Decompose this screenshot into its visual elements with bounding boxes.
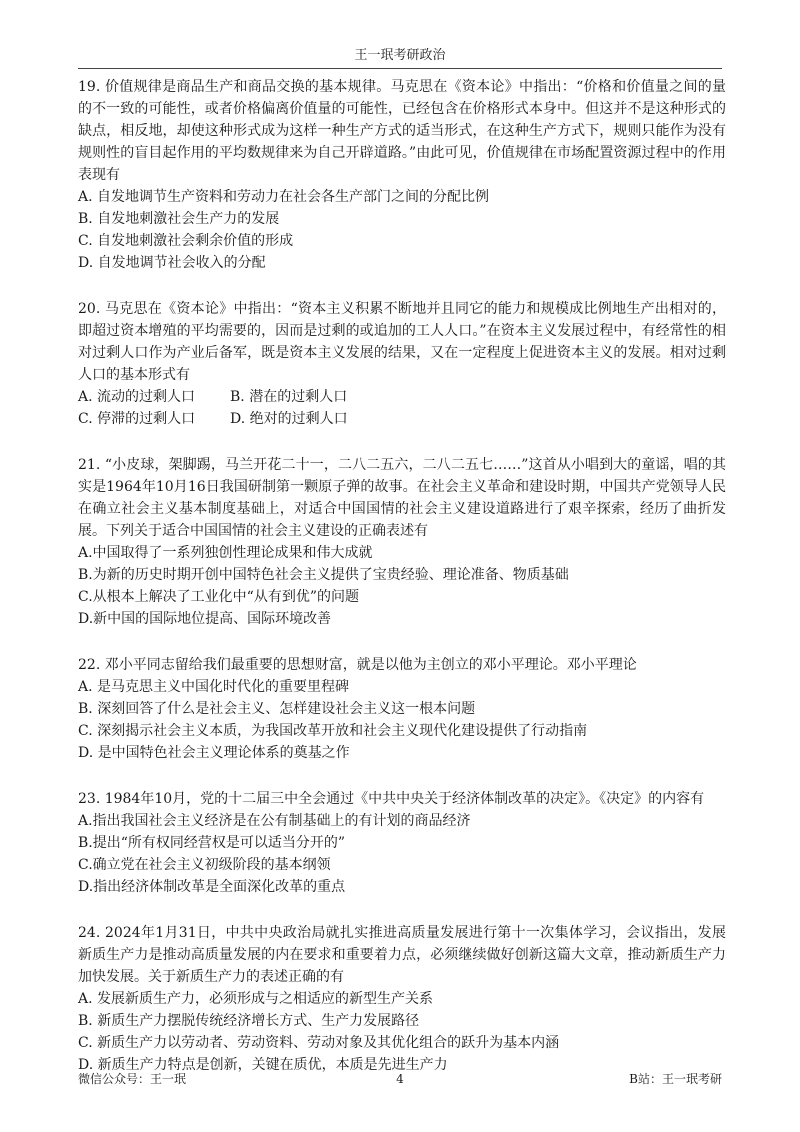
page-header <box>78 46 722 69</box>
question-stem: 23. 1984年10月，党的十二届三中全会通过《中共中央关于经济体制改革的决定》。《决定》的内容有 <box>78 791 705 807</box>
question-list <box>78 76 726 1100</box>
option-a: A. 是马克思主义中国化时代化的重要里程碑 <box>78 679 350 695</box>
question-23 <box>78 788 726 898</box>
question-19 <box>78 76 726 274</box>
option-d: D.指出经济体制改革是全面深化改革的重点 <box>78 879 346 895</box>
option-b: B. 潜在的过剩人口 <box>230 389 348 405</box>
question-stem: 24. 2024年1月31日，中共中央政治局就扎实推进高质量发展进行第十一次集体学习，会议指出，发展新质生产力是推动高质量发展的内在要求和重要着力点，必须继续做好创新这篇大文章，推动新质生产力加快发展。关于新质生产力的表述正确的有 <box>78 925 726 985</box>
option-b: B. 深刻回答了什么是社会主义、怎样建设社会主义这一根本问题 <box>78 701 476 717</box>
page-footer <box>78 1069 722 1089</box>
option-b: B. 新质生产力摆脱传统经济增长方式、生产力发展路径 <box>78 1013 420 1029</box>
option-a: A. 自发地调节生产资料和劳动力在社会各生产部门之间的分配比例 <box>78 189 490 205</box>
option-d: D. 新质生产力特点是创新，关键在质优，本质是先进生产力 <box>78 1057 448 1073</box>
option-c: C.从根本上解决了工业化中“从有到优”的问题 <box>78 589 359 605</box>
question-stem: 19. 价值规律是商品生产和商品交换的基本规律。马克思在《资本论》中指出：“价格和价值量之间的量的不一致的可能性，或者价格偏离价值量的可能性，已经包含在价格形式本身中。但这并不是这种形式的缺点，相反地，却使这种形式成为这样一种生产方式的适当形式，在这种生产方式下，规则只能作为没有规则性的盲目起作用的平均数规律来为自己开辟道路。”由此可见，价值规律在市场配置资源过程中的作用表现有 <box>78 79 726 183</box>
footer-bilibili: B站：王一珉考研 <box>629 1072 722 1086</box>
option-a: A.指出我国社会主义经济是在公有制基础上的有计划的商品经济 <box>78 813 471 829</box>
option-c: C.确立党在社会主义初级阶段的基本纲领 <box>78 857 331 873</box>
option-b: B.为新的历史时期开创中国特色社会主义提供了宝贵经验、理论准备、物质基础 <box>78 567 569 583</box>
question-stem: 21. “小皮球，架脚踢，马兰开花二十一，二八二五六，二八二五七……”这首从小唱到大的童谣，唱的其实是1964年10月16日我国研制第一颗原子弹的故事。在社会主义革命和建设时期，中国共产党领导人民在确立社会主义基本制度基础上，对适合中国国情的社会主义建设道路进行了艰辛探索，经历了曲折发展。下列关于适合中国国情的社会主义建设的正确表述有 <box>78 457 726 539</box>
option-c: C. 深刻揭示社会主义本质，为我国改革开放和社会主义现代化建设提供了行动指南 <box>78 723 588 739</box>
header-title: 王一珉考研政治 <box>354 48 446 63</box>
page-number: 4 <box>396 1072 404 1086</box>
question-20 <box>78 298 726 430</box>
option-row <box>78 408 726 430</box>
footer-wechat: 微信公众号：王一珉 <box>78 1072 187 1086</box>
question-21 <box>78 454 726 630</box>
option-d: D. 绝对的过剩人口 <box>230 411 348 427</box>
option-c: C. 新质生产力以劳动者、劳动资料、劳动对象及其优化组合的跃升为基本内涵 <box>78 1035 560 1051</box>
option-c: C. 自发地刺激社会剩余价值的形成 <box>78 233 294 249</box>
option-c: C. 停滞的过剩人口 <box>78 411 196 427</box>
option-d: D. 是中国特色社会主义理论体系的奠基之作 <box>78 745 350 761</box>
question-22 <box>78 654 726 764</box>
option-b: B.提出“所有权同经营权是可以适当分开的” <box>78 835 346 851</box>
question-stem: 20. 马克思在《资本论》中指出：“资本主义积累不断地并且同它的能力和规模成比例地生产出相对的，即超过资本增殖的平均需要的，因而是过剩的或追加的工人人口。”在资本主义发展过程中，有经常性的相对过剩人口作为产业后备军，既是资本主义发展的结果，又在一定程度上促进资本主义的发展。相对过剩人口的基本形式有 <box>78 301 726 383</box>
option-b: B. 自发地刺激社会生产力的发展 <box>78 211 280 227</box>
option-a: A. 发展新质生产力，必须形成与之相适应的新型生产关系 <box>78 991 434 1007</box>
question-stem: 22. 邓小平同志留给我们最重要的思想财富，就是以他为主创立的邓小平理论。邓小平理论 <box>78 657 637 673</box>
question-24 <box>78 922 726 1076</box>
option-a: A.中国取得了一系列独创性理论成果和伟大成就 <box>78 545 373 561</box>
option-row <box>78 386 726 408</box>
option-a: A. 流动的过剩人口 <box>78 389 196 405</box>
option-d: D. 自发地调节社会收入的分配 <box>78 255 266 271</box>
option-d: D.新中国的国际地位提高、国际环境改善 <box>78 611 332 627</box>
